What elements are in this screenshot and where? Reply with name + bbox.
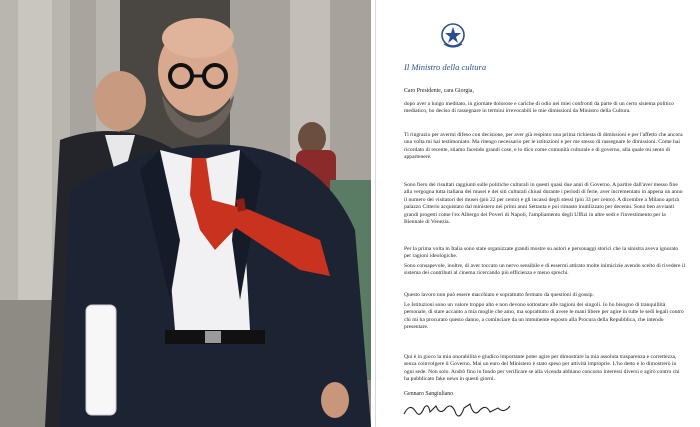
- letterhead: Il Ministro della cultura: [404, 62, 487, 72]
- letter-paragraph: dopo aver a lungo meditato, in giornate dolorose e cariche di odio nei miei confronti da parte di un certo sistema politico mediatico, ho deciso di rassegnare in termini irrevocabili le mie dimissioni da Ministro della Cultura.: [404, 101, 674, 115]
- letter-paragraph: Qui è in gioco la mia onorabilità e giudico importante poter agire per dimostrare la mia assoluta trasparenza e correttezza, senza coinvolgere il Governo. Mai un euro del Ministero è stato speso per attività improprie. L'ho detto e lo dimostrerò in ogni sede. Non solo. Andrò fino in fondo per verificare se alla vicenda abbiano concorso interessi diversi e agirò contro chi ha pubblicato fake news in questi giorni.: [404, 354, 680, 383]
- letter-paragraph: Le Istituzioni sono un valore troppo alto e non devono sottostare alle ragioni dei singoli. Io ho bisogno di tranquillità personale, di stare accanto a mia moglie che amo, ma soprattutto di avere le mani libere per agire in tutte le sedi legali contro chi mi ha procurato questo danno, a cominciare da un imminente esposto alla Procura della Repubblica, che intendo presentare.: [404, 302, 684, 331]
- signer-name: Gennaro Sangiuliano: [404, 391, 454, 397]
- letter-paragraph: Questo lavoro non può essere macchiato e soprattutto fermato da questioni di gossip.: [404, 292, 594, 298]
- letter-paragraph: Ti ringrazio per avermi difeso con decisione, per aver già respinto una prima richiesta di dimissioni e per l'affetto che ancora una volta mi hai testimoniato. Ma ritengo necessario per le istituzioni e per me stesso di rassegnare le dimissioni. Come hai ricordato di recente, stiamo facendo grandi cose, e lo dico come comunità culturale e di governo, alla quale mi sento di appartenere.: [404, 132, 683, 161]
- letter-paragraph: Sono fiero dei risultati raggiunti sulle politiche culturali in questi quasi due anni di Governo. A partire dall'aver messo fine alla vergogna tutta italiana dei musei e dei siti culturali chiusi durante i periodi di ferie, aver incrementato in appena un anno il numero dei visitatori dei musei (più 22 per cento) e gli incassi degli stessi (più 33 per cento). A dicembre a Milano aprirà palazzo Citterio acquistato dal ministero nei primi anni Settanta e poi rimasto inutilizzato per decenni. Sono ben avvianti grandi progetti come l'ex Albergo dei Poveri di Napoli, l'ampliamento degli Uffizi in altre sedi e l'investimento per la Biennale di Venezia.: [404, 182, 683, 226]
- letter-salutation: Caro Presidente, cara Giorgia,: [404, 88, 474, 94]
- letter-paragraph: Per la prima volta in Italia sono state organizzate grandi mostre su autori e personaggi storici che la sinistra aveva ignorato per ragioni ideologiche.: [404, 246, 679, 260]
- letter-paragraph: Sono consapevole, inoltre, di aver toccato un nervo sensibile e di essermi attirato molte inimicizie avendo scelto di rivedere il sistema dei contributi al cinema ricercando più efficienza e meno sprechi.: [404, 263, 685, 277]
- handwritten-signature: [400, 398, 520, 420]
- italian-republic-emblem-icon: [440, 22, 466, 50]
